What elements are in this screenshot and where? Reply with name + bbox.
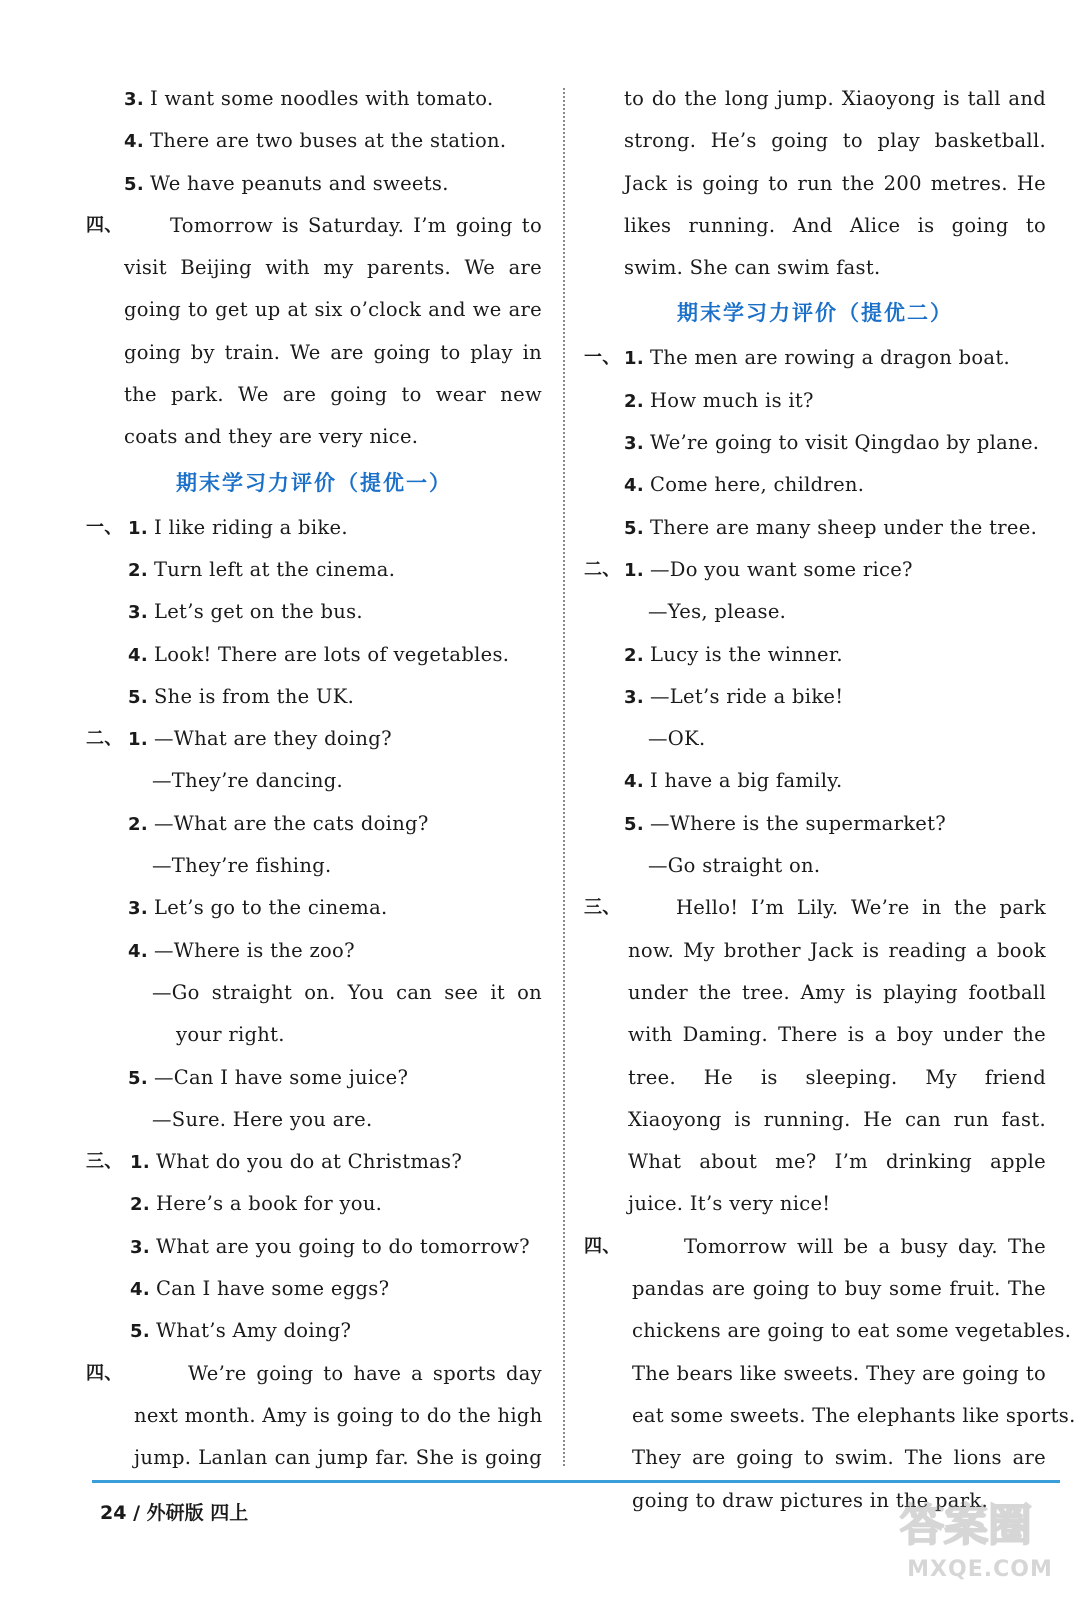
right-column xyxy=(584,78,1076,1522)
passage-line: Xiaoyong is running. He can run fast. xyxy=(628,1107,1046,1131)
answer-line: 2. —What are the cats doing? xyxy=(128,811,429,835)
answer-line: —They’re fishing. xyxy=(152,854,332,878)
passage-line: 三、 Hello! I’m Lily. We’re in the park xyxy=(584,887,1046,929)
passage-line: 四、 We’re going to have a sports day xyxy=(86,1353,542,1395)
answer-line: 3. What are you going to do tomorrow? xyxy=(130,1234,530,1258)
passage-line: pandas are going to buy some fruit. The xyxy=(632,1277,1046,1301)
passage-line: next month. Amy is going to do the high xyxy=(134,1403,543,1427)
section-label: 二、 xyxy=(86,728,123,750)
passage-line: eat some sweets. The elephants like sports. xyxy=(632,1403,1076,1427)
passage-line: The bears like sweets. They are going to xyxy=(632,1361,1046,1385)
watermark-logo-text: 答案圈 xyxy=(900,1500,1032,1551)
passage-line: chickens are going to eat some vegetables. xyxy=(632,1319,1072,1343)
answer-line: 二、 1. —What are they doing? xyxy=(86,718,542,760)
answer-line: 二、 1. —Do you want some rice? xyxy=(584,549,1046,591)
passage-line: What about me? I’m drinking apple xyxy=(628,1150,1046,1174)
answer-line: —They’re dancing. xyxy=(152,769,344,793)
section-label: 四、 xyxy=(86,1362,123,1384)
answer-line: 5. She is from the UK. xyxy=(128,684,355,708)
passage-line: going to draw pictures in the park. xyxy=(632,1488,988,1512)
watermark-text: MXQE.COM xyxy=(907,1557,1053,1582)
passage-line: 四、 Tomorrow is Saturday. I’m going to xyxy=(86,205,542,247)
watermark xyxy=(892,1488,1068,1584)
passage-line: strong. He’s going to play basketball. xyxy=(624,129,1046,153)
answer-line: 3. I want some noodles with tomato. xyxy=(124,87,494,110)
answer-line: 5. What’s Amy doing? xyxy=(130,1319,352,1343)
passage-line: coats and they are very nice. xyxy=(124,425,419,449)
section-label: 三、 xyxy=(86,1151,123,1173)
answer-line: 5. —Where is the supermarket? xyxy=(624,811,947,835)
answer-line: —Go straight on. You can see it on xyxy=(152,980,542,1004)
passage-line: swim. She can swim fast. xyxy=(624,256,881,280)
section-label: 三、 xyxy=(584,897,621,919)
part-four-continued xyxy=(584,78,1046,289)
answer-line: 2. Lucy is the winner. xyxy=(624,642,843,666)
edition-label: 外研版 四上 xyxy=(146,1502,249,1524)
answer-line: 2. Here’s a book for you. xyxy=(130,1192,383,1216)
answer-line: 4. —Where is the zoo? xyxy=(128,938,355,962)
passage-line: the park. We are going to wear new xyxy=(124,383,542,407)
answer-line: 一、 1. I like riding a bike. xyxy=(86,507,542,549)
answer-line: 4. Come here, children. xyxy=(624,473,865,497)
section-label: 一、 xyxy=(584,347,621,369)
part-four-passage xyxy=(584,1226,1076,1522)
passage-line: going to get up at six o’clock and we are xyxy=(124,298,542,322)
answer-line: 4. I have a big family. xyxy=(624,769,843,793)
passage-line: 四、 Tomorrow will be a busy day. The xyxy=(584,1226,1046,1268)
section-label: 二、 xyxy=(584,558,621,580)
section-four-passage xyxy=(86,205,542,459)
passage-line: now. My brother Jack is reading a book xyxy=(628,938,1046,962)
passage-line: under the tree. Amy is playing football xyxy=(628,980,1046,1004)
answer-line: your right. xyxy=(176,1023,285,1047)
answer-line: 3. Let’s go to the cinema. xyxy=(128,896,388,920)
column-divider xyxy=(563,88,565,1466)
answer-line: —Sure. Here you are. xyxy=(152,1107,373,1131)
answer-line: 5. We have peanuts and sweets. xyxy=(124,171,449,195)
passage-line: Jack is going to run the 200 metres. He xyxy=(624,171,1046,195)
answer-line: —Go straight on. xyxy=(648,854,821,878)
answer-line: 4. There are two buses at the station. xyxy=(124,129,507,153)
passage-line: visit Beijing with my parents. We are xyxy=(124,256,542,280)
answer-line: 5. There are many sheep under the tree. xyxy=(624,515,1038,539)
left-column xyxy=(86,78,542,1480)
watermark-logo-icon xyxy=(892,1488,1068,1558)
answer-line: 4. Look! There are lots of vegetables. xyxy=(128,642,510,666)
passage-line: tree. He is sleeping. My friend xyxy=(628,1065,1046,1089)
answer-line: 三、 1. What do you do at Christmas? xyxy=(86,1141,542,1183)
page-footer xyxy=(100,1498,248,1525)
passage-line: going by train. We are going to play in xyxy=(124,340,542,364)
passage-line: to do the long jump. Xiaoyong is tall and xyxy=(624,87,1046,110)
answer-line: 5. —Can I have some juice? xyxy=(128,1065,409,1089)
answer-line: 3. We’re going to visit Qingdao by plane. xyxy=(624,431,1040,455)
answer-line: 4. Can I have some eggs? xyxy=(130,1277,390,1301)
footer-separator: / xyxy=(133,1502,141,1524)
passage-line: jump. Lanlan can jump far. She is going xyxy=(134,1446,542,1470)
passage-line: with Daming. There is a boy under the xyxy=(628,1023,1046,1047)
part-four-passage xyxy=(86,1353,542,1480)
page-number: 24 xyxy=(100,1502,127,1524)
answer-line: —Yes, please. xyxy=(648,600,787,624)
section-label: 一、 xyxy=(86,516,123,538)
test-title: 期末学习力评价（提优二） xyxy=(677,301,953,326)
section-label: 四、 xyxy=(86,214,123,236)
answer-line: 2. How much is it? xyxy=(624,388,814,412)
answer-line: 2. Turn left at the cinema. xyxy=(128,557,396,581)
answer-line: —OK. xyxy=(648,727,706,751)
test-title: 期末学习力评价（提优一） xyxy=(176,470,452,495)
passage-line: likes running. And Alice is going to xyxy=(624,213,1046,237)
part-three-passage xyxy=(584,887,1046,1225)
answer-line: 3. Let’s get on the bus. xyxy=(128,600,363,624)
passage-line: juice. It’s very nice! xyxy=(628,1192,831,1216)
answer-line: 一、 1. The men are rowing a dragon boat. xyxy=(584,337,1046,379)
section-label: 四、 xyxy=(584,1235,621,1257)
answer-line: 3. —Let’s ride a bike! xyxy=(624,684,844,708)
footer-rule xyxy=(92,1480,1060,1483)
passage-line: They are going to swim. The lions are xyxy=(632,1446,1046,1470)
